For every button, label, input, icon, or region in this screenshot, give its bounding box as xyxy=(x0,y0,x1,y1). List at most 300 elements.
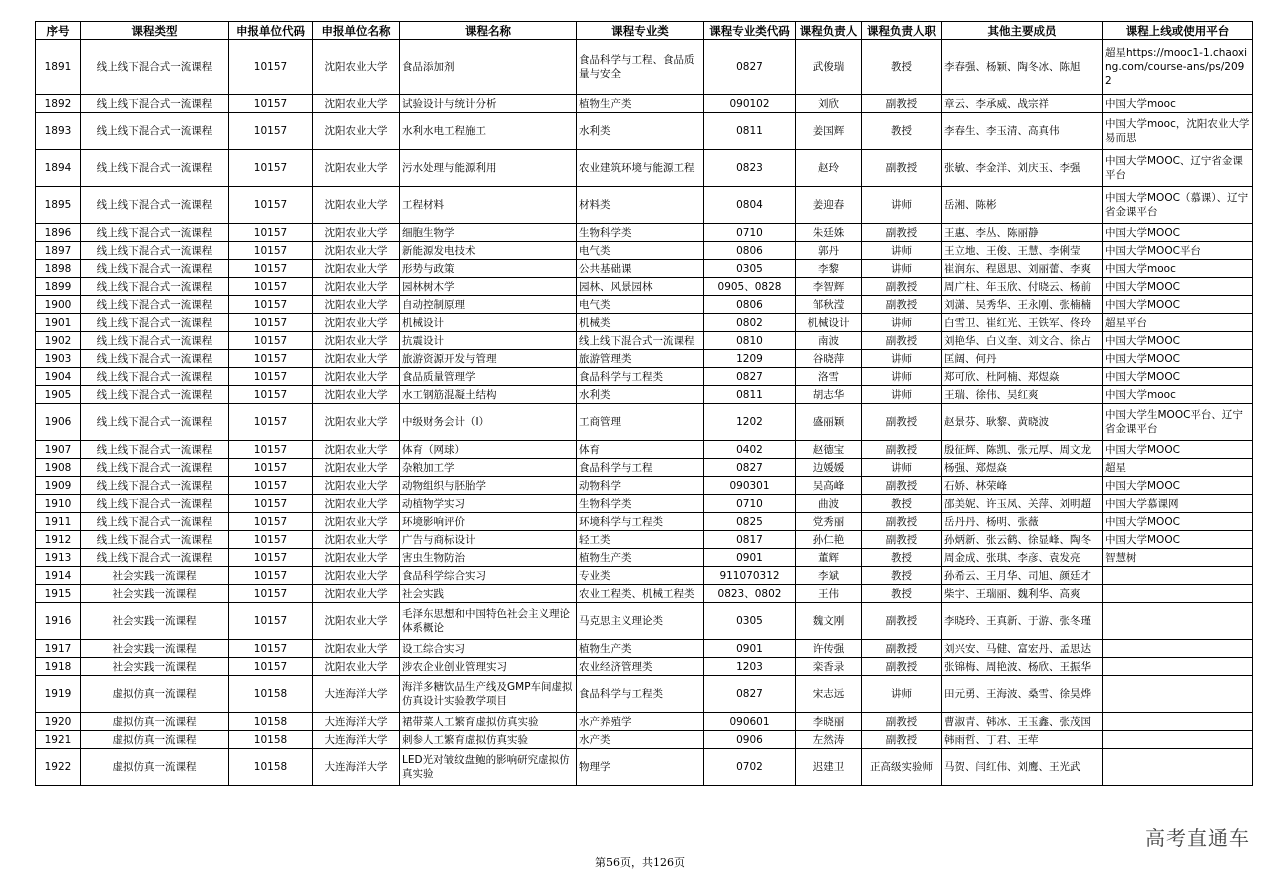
cell-major: 线上线下混合式一流课程 xyxy=(577,332,704,350)
cell-mcode: 0402 xyxy=(704,441,796,459)
cell-type: 线上线下混合式一流课程 xyxy=(81,350,229,368)
cell-members: 邵美妮、许玉凤、关萍、刘明超 xyxy=(942,495,1103,513)
cell-unit: 沈阳农业大学 xyxy=(313,603,400,640)
cell-code: 10157 xyxy=(229,477,313,495)
cell-type: 社会实践一流课程 xyxy=(81,603,229,640)
cell-name: 体育（网球） xyxy=(400,441,577,459)
cell-unit: 大连海洋大学 xyxy=(313,749,400,786)
course-table xyxy=(35,21,1253,786)
cell-no: 1903 xyxy=(36,350,81,368)
table-row xyxy=(36,640,1253,658)
cell-code: 10157 xyxy=(229,350,313,368)
cell-code: 10157 xyxy=(229,531,313,549)
cell-type: 线上线下混合式一流课程 xyxy=(81,242,229,260)
cell-code: 10157 xyxy=(229,640,313,658)
cell-plat: 中国大学MOOC xyxy=(1103,350,1253,368)
cell-plat: 中国大学MOOC、辽宁省金课平台 xyxy=(1103,150,1253,187)
cell-title: 讲师 xyxy=(862,242,942,260)
cell-plat: 中国大学mooc，沈阳农业大学易而思 xyxy=(1103,113,1253,150)
cell-unit: 沈阳农业大学 xyxy=(313,640,400,658)
column-header: 课程专业类 xyxy=(577,22,704,40)
cell-type: 虚拟仿真一流课程 xyxy=(81,676,229,713)
cell-major: 环境科学与工程类 xyxy=(577,513,704,531)
cell-no: 1914 xyxy=(36,567,81,585)
cell-type: 线上线下混合式一流课程 xyxy=(81,150,229,187)
cell-mcode: 090601 xyxy=(704,713,796,731)
cell-members: 张敏、李金洋、刘庆玉、李强 xyxy=(942,150,1103,187)
cell-members: 孙希云、王月华、司旭、颜廷才 xyxy=(942,567,1103,585)
cell-no: 1916 xyxy=(36,603,81,640)
cell-members: 刘兴安、马健、富宏丹、孟思达 xyxy=(942,640,1103,658)
cell-unit: 沈阳农业大学 xyxy=(313,459,400,477)
cell-plat: 超星 xyxy=(1103,459,1253,477)
cell-unit: 沈阳农业大学 xyxy=(313,477,400,495)
cell-plat: 中国大学MOOC xyxy=(1103,296,1253,314)
cell-members: 周金成、张琪、李彦、袁发亮 xyxy=(942,549,1103,567)
cell-plat: 中国大学MOOC xyxy=(1103,278,1253,296)
cell-members: 刘艳华、白义奎、刘文合、徐占 xyxy=(942,332,1103,350)
cell-lead: 胡志华 xyxy=(796,386,862,404)
cell-members: 马贺、闫红伟、刘鹰、王光武 xyxy=(942,749,1103,786)
cell-lead: 李斌 xyxy=(796,567,862,585)
cell-major: 工商管理 xyxy=(577,404,704,441)
cell-type: 虚拟仿真一流课程 xyxy=(81,713,229,731)
cell-type: 社会实践一流课程 xyxy=(81,585,229,603)
cell-name: 动植物学实习 xyxy=(400,495,577,513)
cell-title: 教授 xyxy=(862,567,942,585)
cell-unit: 沈阳农业大学 xyxy=(313,224,400,242)
cell-plat: 中国大学MOOC xyxy=(1103,513,1253,531)
cell-type: 虚拟仿真一流课程 xyxy=(81,749,229,786)
cell-lead: 洛雪 xyxy=(796,368,862,386)
cell-name: 社会实践 xyxy=(400,585,577,603)
cell-no: 1918 xyxy=(36,658,81,676)
cell-name: 水工钢筋混凝土结构 xyxy=(400,386,577,404)
cell-no: 1901 xyxy=(36,314,81,332)
table-row xyxy=(36,278,1253,296)
cell-code: 10157 xyxy=(229,95,313,113)
table-row xyxy=(36,187,1253,224)
cell-code: 10157 xyxy=(229,150,313,187)
cell-mcode: 0810 xyxy=(704,332,796,350)
cell-name: 中级财务会计（Ⅰ） xyxy=(400,404,577,441)
cell-title: 讲师 xyxy=(862,260,942,278)
cell-major: 食品科学与工程、食品质量与安全 xyxy=(577,40,704,95)
cell-mcode: 0905、0828 xyxy=(704,278,796,296)
table-row xyxy=(36,603,1253,640)
cell-plat xyxy=(1103,640,1253,658)
cell-plat: 超星https://mooc1-1.chaoxing.com/course-ans/ps/2092 xyxy=(1103,40,1253,95)
cell-lead: 曲波 xyxy=(796,495,862,513)
cell-no: 1891 xyxy=(36,40,81,95)
cell-members: 李晓玲、王真新、于游、张冬瑾 xyxy=(942,603,1103,640)
cell-unit: 沈阳农业大学 xyxy=(313,350,400,368)
cell-name: 刺参人工繁育虚拟仿真实验 xyxy=(400,731,577,749)
cell-mcode: 0702 xyxy=(704,749,796,786)
cell-unit: 沈阳农业大学 xyxy=(313,187,400,224)
cell-plat: 中国大学mooc xyxy=(1103,260,1253,278)
cell-no: 1909 xyxy=(36,477,81,495)
watermark-text: 高考直通车 xyxy=(1145,826,1250,850)
column-header: 课程负责人 xyxy=(796,22,862,40)
cell-mcode: 0827 xyxy=(704,368,796,386)
cell-title: 副教授 xyxy=(862,531,942,549)
cell-title: 教授 xyxy=(862,40,942,95)
cell-code: 10157 xyxy=(229,260,313,278)
cell-code: 10158 xyxy=(229,731,313,749)
cell-mcode: 1209 xyxy=(704,350,796,368)
cell-name: 自动控制原理 xyxy=(400,296,577,314)
cell-type: 线上线下混合式一流课程 xyxy=(81,495,229,513)
cell-major: 农业经济管理类 xyxy=(577,658,704,676)
table-header-row xyxy=(36,22,1253,40)
cell-no: 1896 xyxy=(36,224,81,242)
cell-members: 王惠、李丛、陈丽静 xyxy=(942,224,1103,242)
cell-no: 1905 xyxy=(36,386,81,404)
column-header: 课程上线或使用平台 xyxy=(1103,22,1253,40)
cell-plat: 中国大学慕课网 xyxy=(1103,495,1253,513)
cell-type: 线上线下混合式一流课程 xyxy=(81,278,229,296)
cell-unit: 沈阳农业大学 xyxy=(313,260,400,278)
table-row xyxy=(36,477,1253,495)
cell-no: 1900 xyxy=(36,296,81,314)
cell-type: 虚拟仿真一流课程 xyxy=(81,731,229,749)
cell-lead: 盛丽颖 xyxy=(796,404,862,441)
cell-lead: 南波 xyxy=(796,332,862,350)
cell-code: 10157 xyxy=(229,224,313,242)
cell-unit: 沈阳农业大学 xyxy=(313,368,400,386)
cell-name: 新能源发电技术 xyxy=(400,242,577,260)
cell-major: 动物科学 xyxy=(577,477,704,495)
cell-name: 机械设计 xyxy=(400,314,577,332)
cell-unit: 沈阳农业大学 xyxy=(313,585,400,603)
cell-name: 动物组织与胚胎学 xyxy=(400,477,577,495)
cell-unit: 沈阳农业大学 xyxy=(313,567,400,585)
cell-plat xyxy=(1103,713,1253,731)
cell-name: LED光对皱纹盘鲍的影响研究虚拟仿真实验 xyxy=(400,749,577,786)
cell-plat xyxy=(1103,676,1253,713)
cell-lead: 栾香录 xyxy=(796,658,862,676)
cell-mcode: 0710 xyxy=(704,224,796,242)
cell-unit: 沈阳农业大学 xyxy=(313,386,400,404)
cell-title: 副教授 xyxy=(862,95,942,113)
cell-unit: 沈阳农业大学 xyxy=(313,495,400,513)
cell-code: 10157 xyxy=(229,404,313,441)
cell-lead: 王伟 xyxy=(796,585,862,603)
cell-code: 10158 xyxy=(229,676,313,713)
cell-name: 设工综合实习 xyxy=(400,640,577,658)
cell-major: 旅游管理类 xyxy=(577,350,704,368)
cell-major: 生物科学类 xyxy=(577,495,704,513)
cell-mcode: 0811 xyxy=(704,386,796,404)
column-header: 序号 xyxy=(36,22,81,40)
cell-major: 公共基础课 xyxy=(577,260,704,278)
cell-name: 细胞生物学 xyxy=(400,224,577,242)
cell-type: 线上线下混合式一流课程 xyxy=(81,95,229,113)
cell-members: 李春强、杨颖、陶冬冰、陈旭 xyxy=(942,40,1103,95)
cell-type: 线上线下混合式一流课程 xyxy=(81,386,229,404)
cell-lead: 赵玲 xyxy=(796,150,862,187)
cell-members: 石娇、林荣峰 xyxy=(942,477,1103,495)
cell-mcode: 0305 xyxy=(704,260,796,278)
cell-plat: 中国大学生MOOC平台、辽宁省金课平台 xyxy=(1103,404,1253,441)
cell-plat xyxy=(1103,567,1253,585)
cell-major: 植物生产类 xyxy=(577,95,704,113)
cell-type: 线上线下混合式一流课程 xyxy=(81,187,229,224)
cell-lead: 朱廷姝 xyxy=(796,224,862,242)
cell-plat: 中国大学MOOC xyxy=(1103,332,1253,350)
cell-members: 周广柱、年玉欣、付晓云、杨前 xyxy=(942,278,1103,296)
cell-no: 1922 xyxy=(36,749,81,786)
cell-unit: 沈阳农业大学 xyxy=(313,150,400,187)
cell-members: 柴宇、王瑞丽、魏利华、高爽 xyxy=(942,585,1103,603)
cell-title: 副教授 xyxy=(862,513,942,531)
cell-unit: 沈阳农业大学 xyxy=(313,95,400,113)
cell-major: 食品科学与工程类 xyxy=(577,368,704,386)
table-row xyxy=(36,224,1253,242)
cell-code: 10157 xyxy=(229,459,313,477)
cell-name: 园林树木学 xyxy=(400,278,577,296)
cell-lead: 李黎 xyxy=(796,260,862,278)
cell-title: 副教授 xyxy=(862,296,942,314)
cell-title: 副教授 xyxy=(862,713,942,731)
cell-major: 食品科学与工程类 xyxy=(577,676,704,713)
cell-type: 线上线下混合式一流课程 xyxy=(81,404,229,441)
cell-type: 线上线下混合式一流课程 xyxy=(81,549,229,567)
cell-name: 工程材料 xyxy=(400,187,577,224)
cell-major: 植物生产类 xyxy=(577,640,704,658)
cell-members: 匡阔、何丹 xyxy=(942,350,1103,368)
cell-no: 1894 xyxy=(36,150,81,187)
cell-mcode: 0906 xyxy=(704,731,796,749)
cell-no: 1899 xyxy=(36,278,81,296)
cell-code: 10157 xyxy=(229,386,313,404)
cell-lead: 武俊瑞 xyxy=(796,40,862,95)
cell-plat: 超星平台 xyxy=(1103,314,1253,332)
table-row xyxy=(36,260,1253,278)
cell-title: 正高级实验师 xyxy=(862,749,942,786)
cell-members: 王立地、王俊、王慧、李俐莹 xyxy=(942,242,1103,260)
cell-no: 1915 xyxy=(36,585,81,603)
table-row xyxy=(36,585,1253,603)
table-row xyxy=(36,549,1253,567)
cell-type: 社会实践一流课程 xyxy=(81,567,229,585)
cell-major: 植物生产类 xyxy=(577,549,704,567)
cell-code: 10157 xyxy=(229,113,313,150)
cell-lead: 李晓丽 xyxy=(796,713,862,731)
cell-plat: 中国大学MOOC xyxy=(1103,368,1253,386)
cell-major: 园林、风景园林 xyxy=(577,278,704,296)
cell-name: 杂粮加工学 xyxy=(400,459,577,477)
cell-mcode: 0827 xyxy=(704,459,796,477)
cell-title: 讲师 xyxy=(862,314,942,332)
cell-major: 生物科学类 xyxy=(577,224,704,242)
column-header: 申报单位代码 xyxy=(229,22,313,40)
column-header: 课程类型 xyxy=(81,22,229,40)
table-row xyxy=(36,150,1253,187)
cell-unit: 沈阳农业大学 xyxy=(313,113,400,150)
cell-unit: 沈阳农业大学 xyxy=(313,296,400,314)
cell-name: 食品科学综合实习 xyxy=(400,567,577,585)
cell-plat: 中国大学MOOC（慕课）、辽宁省金课平台 xyxy=(1103,187,1253,224)
cell-code: 10157 xyxy=(229,585,313,603)
cell-plat: 中国大学MOOC xyxy=(1103,477,1253,495)
cell-mcode: 911070312 xyxy=(704,567,796,585)
cell-major: 电气类 xyxy=(577,242,704,260)
cell-name: 害虫生物防治 xyxy=(400,549,577,567)
table-row xyxy=(36,242,1253,260)
cell-no: 1895 xyxy=(36,187,81,224)
cell-title: 教授 xyxy=(862,585,942,603)
table-row xyxy=(36,350,1253,368)
cell-title: 讲师 xyxy=(862,368,942,386)
cell-no: 1921 xyxy=(36,731,81,749)
cell-lead: 姜国辉 xyxy=(796,113,862,150)
table-row xyxy=(36,749,1253,786)
cell-lead: 许传强 xyxy=(796,640,862,658)
cell-no: 1892 xyxy=(36,95,81,113)
cell-no: 1908 xyxy=(36,459,81,477)
table-row xyxy=(36,459,1253,477)
cell-name: 食品质量管理学 xyxy=(400,368,577,386)
table-row xyxy=(36,404,1253,441)
cell-plat: 中国大学MOOC xyxy=(1103,531,1253,549)
cell-type: 线上线下混合式一流课程 xyxy=(81,513,229,531)
cell-lead: 宋志远 xyxy=(796,676,862,713)
cell-title: 副教授 xyxy=(862,441,942,459)
cell-plat: 中国大学MOOC xyxy=(1103,441,1253,459)
cell-major: 材料类 xyxy=(577,187,704,224)
cell-plat xyxy=(1103,585,1253,603)
cell-title: 副教授 xyxy=(862,278,942,296)
cell-members: 岳丹丹、杨明、张薇 xyxy=(942,513,1103,531)
column-header: 课程专业类代码 xyxy=(704,22,796,40)
cell-lead: 董辉 xyxy=(796,549,862,567)
cell-plat xyxy=(1103,749,1253,786)
cell-lead: 左然涛 xyxy=(796,731,862,749)
cell-mcode: 0806 xyxy=(704,242,796,260)
cell-name: 海洋多糖饮品生产线及GMP车间虚拟仿真设计实验教学项目 xyxy=(400,676,577,713)
cell-code: 10157 xyxy=(229,567,313,585)
cell-plat xyxy=(1103,731,1253,749)
cell-title: 讲师 xyxy=(862,459,942,477)
cell-unit: 沈阳农业大学 xyxy=(313,332,400,350)
cell-mcode: 0806 xyxy=(704,296,796,314)
cell-mcode: 0710 xyxy=(704,495,796,513)
cell-lead: 魏文刚 xyxy=(796,603,862,640)
cell-title: 讲师 xyxy=(862,350,942,368)
cell-no: 1904 xyxy=(36,368,81,386)
cell-title: 教授 xyxy=(862,549,942,567)
cell-unit: 沈阳农业大学 xyxy=(313,404,400,441)
cell-code: 10158 xyxy=(229,713,313,731)
cell-type: 线上线下混合式一流课程 xyxy=(81,368,229,386)
table-row xyxy=(36,296,1253,314)
cell-mcode: 1202 xyxy=(704,404,796,441)
cell-type: 线上线下混合式一流课程 xyxy=(81,459,229,477)
table-row xyxy=(36,368,1253,386)
cell-major: 轻工类 xyxy=(577,531,704,549)
cell-plat xyxy=(1103,658,1253,676)
cell-lead: 边媛媛 xyxy=(796,459,862,477)
cell-members: 章云、李承威、战宗祥 xyxy=(942,95,1103,113)
cell-mcode: 0827 xyxy=(704,676,796,713)
cell-lead: 谷晓萍 xyxy=(796,350,862,368)
column-header: 其他主要成员 xyxy=(942,22,1103,40)
cell-mcode: 0804 xyxy=(704,187,796,224)
cell-major: 农业建筑环境与能源工程 xyxy=(577,150,704,187)
cell-members: 岳湘、陈彬 xyxy=(942,187,1103,224)
cell-members: 田元勇、王海波、桑雪、徐昊烨 xyxy=(942,676,1103,713)
cell-lead: 机械设计 xyxy=(796,314,862,332)
cell-lead: 吴高峰 xyxy=(796,477,862,495)
cell-name: 形势与政策 xyxy=(400,260,577,278)
cell-name: 水利水电工程施工 xyxy=(400,113,577,150)
table-row xyxy=(36,441,1253,459)
cell-code: 10157 xyxy=(229,278,313,296)
cell-members: 孙炳新、张云鹤、徐显峰、陶冬 xyxy=(942,531,1103,549)
cell-no: 1897 xyxy=(36,242,81,260)
cell-title: 副教授 xyxy=(862,150,942,187)
cell-name: 毛泽东思想和中国特色社会主义理论体系概论 xyxy=(400,603,577,640)
cell-major: 水产养殖学 xyxy=(577,713,704,731)
cell-code: 10157 xyxy=(229,242,313,260)
cell-unit: 沈阳农业大学 xyxy=(313,242,400,260)
column-header: 申报单位名称 xyxy=(313,22,400,40)
table-row xyxy=(36,713,1253,731)
cell-members: 韩雨哲、丁君、王荦 xyxy=(942,731,1103,749)
cell-type: 线上线下混合式一流课程 xyxy=(81,296,229,314)
cell-name: 抗震设计 xyxy=(400,332,577,350)
cell-no: 1913 xyxy=(36,549,81,567)
cell-code: 10157 xyxy=(229,314,313,332)
cell-title: 副教授 xyxy=(862,477,942,495)
cell-members: 赵景芬、耿黎、黄晓波 xyxy=(942,404,1103,441)
cell-lead: 党秀丽 xyxy=(796,513,862,531)
cell-no: 1898 xyxy=(36,260,81,278)
cell-code: 10157 xyxy=(229,296,313,314)
table-row xyxy=(36,567,1253,585)
cell-major: 水利类 xyxy=(577,386,704,404)
cell-plat: 中国大学MOOC平台 xyxy=(1103,242,1253,260)
cell-mcode: 0305 xyxy=(704,603,796,640)
table-row xyxy=(36,513,1253,531)
cell-unit: 沈阳农业大学 xyxy=(313,513,400,531)
cell-lead: 邹秋滢 xyxy=(796,296,862,314)
cell-name: 污水处理与能源利用 xyxy=(400,150,577,187)
cell-members: 崔润东、程恩思、刘丽蕾、李爽 xyxy=(942,260,1103,278)
cell-no: 1912 xyxy=(36,531,81,549)
cell-code: 10157 xyxy=(229,549,313,567)
cell-title: 副教授 xyxy=(862,404,942,441)
cell-unit: 大连海洋大学 xyxy=(313,731,400,749)
cell-type: 线上线下混合式一流课程 xyxy=(81,441,229,459)
cell-members: 白雪卫、崔红光、王铁军、佟玲 xyxy=(942,314,1103,332)
cell-no: 1919 xyxy=(36,676,81,713)
cell-mcode: 0817 xyxy=(704,531,796,549)
cell-no: 1902 xyxy=(36,332,81,350)
cell-code: 10158 xyxy=(229,749,313,786)
table-row xyxy=(36,731,1253,749)
cell-major: 物理学 xyxy=(577,749,704,786)
cell-name: 裙带菜人工繁育虚拟仿真实验 xyxy=(400,713,577,731)
cell-no: 1907 xyxy=(36,441,81,459)
cell-name: 旅游资源开发与管理 xyxy=(400,350,577,368)
cell-title: 副教授 xyxy=(862,640,942,658)
cell-major: 专业类 xyxy=(577,567,704,585)
cell-unit: 沈阳农业大学 xyxy=(313,549,400,567)
cell-code: 10157 xyxy=(229,441,313,459)
